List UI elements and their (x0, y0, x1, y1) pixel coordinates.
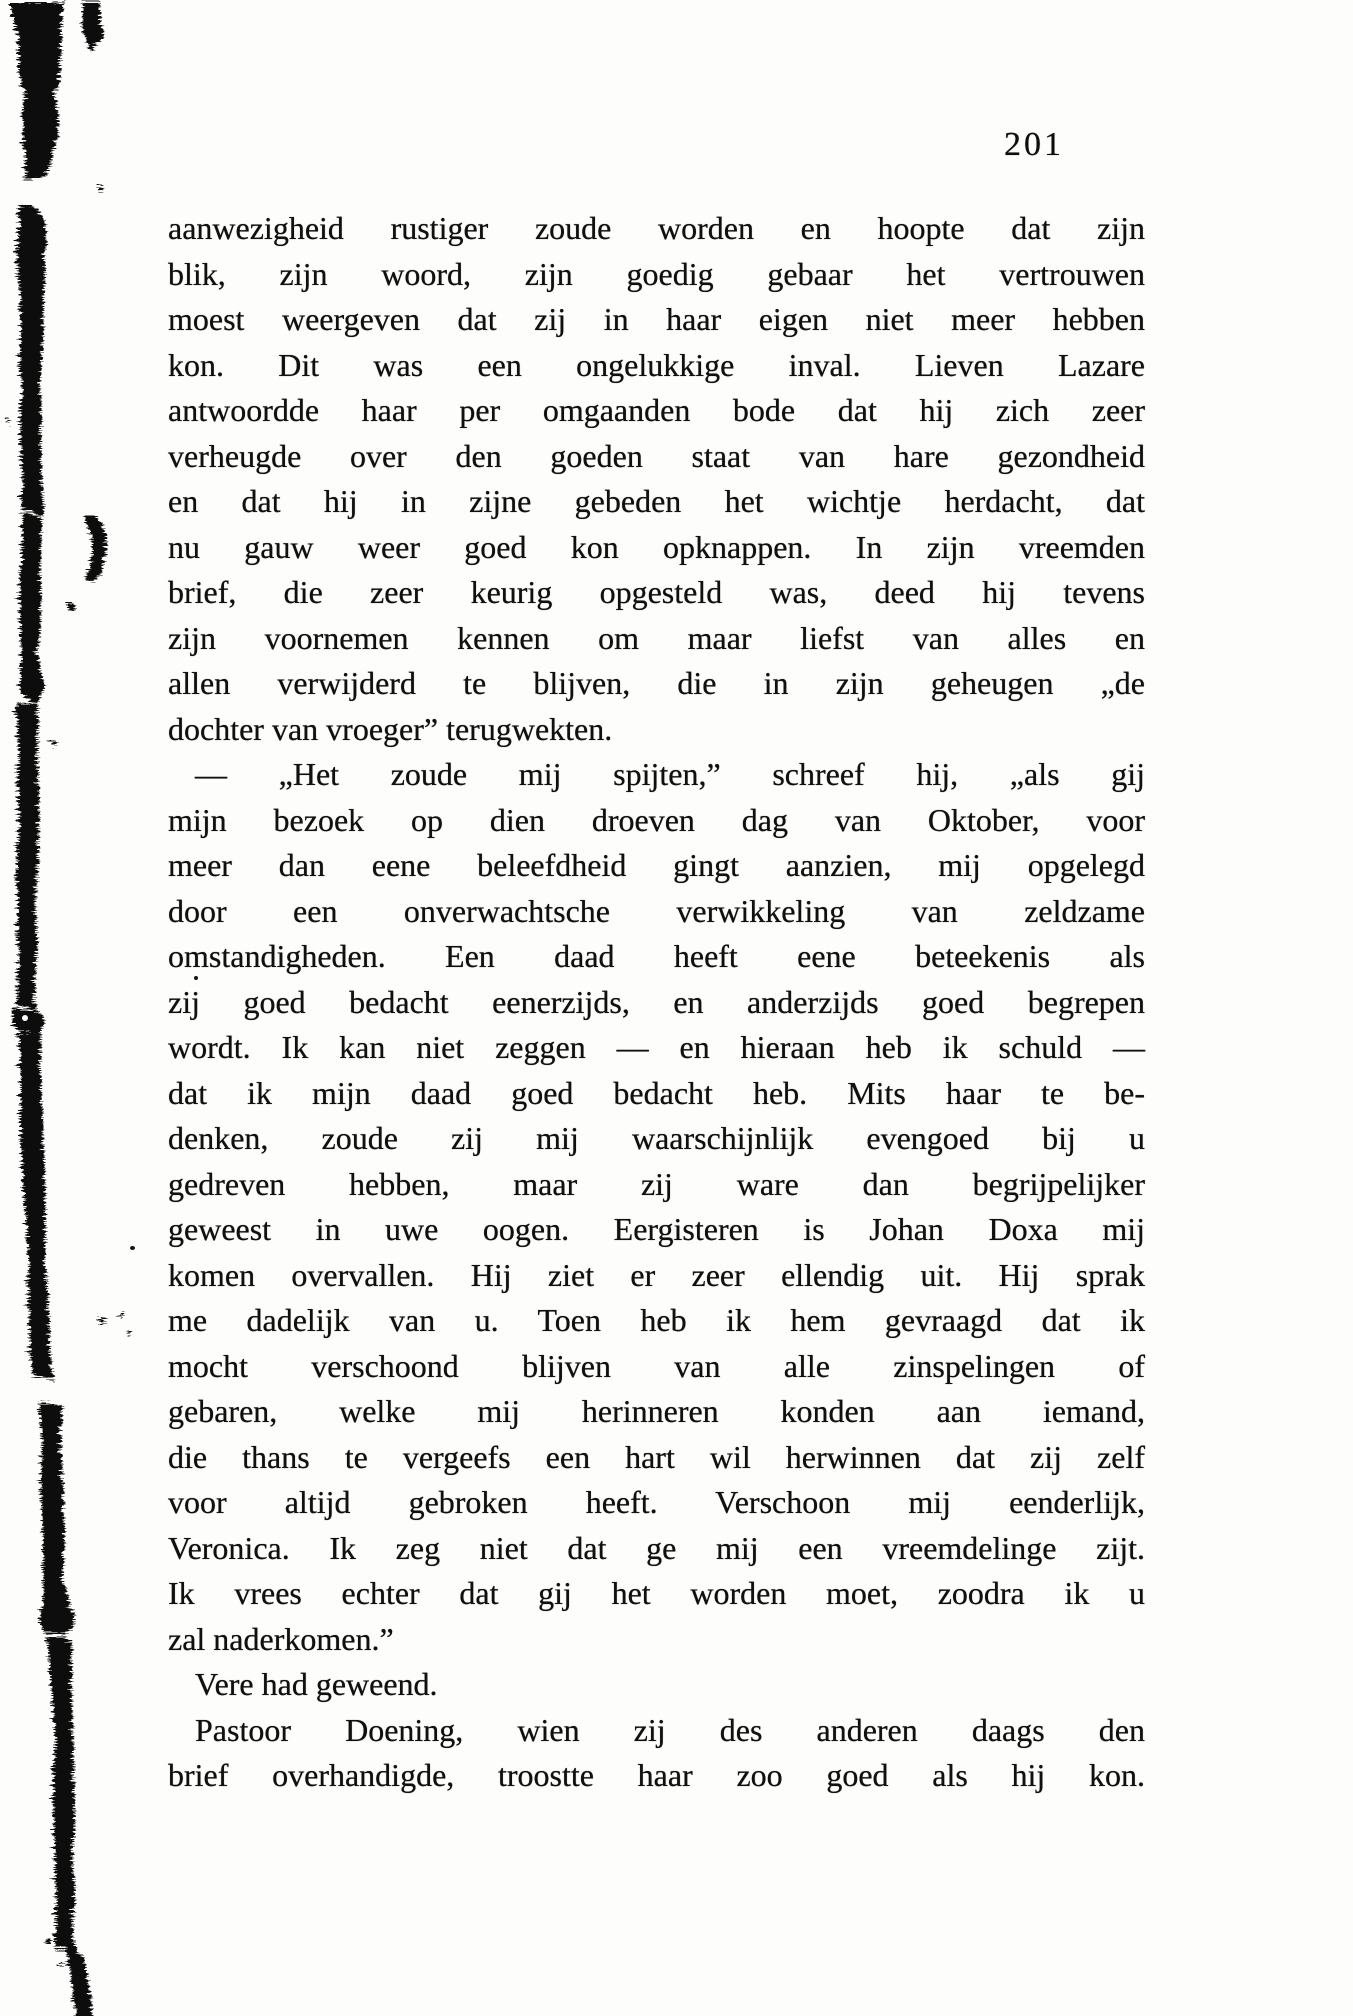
text-line: Ik vrees echter dat gij het worden moet, zoodra ik u (168, 1575, 1145, 1611)
text-line: gebaren, welke mij herinneren konden aan iemand, (168, 1393, 1145, 1429)
text-line: dochter van vroeger” terugwekten. (168, 710, 613, 747)
text-line: kon. Dit was een ongelukkige inval. Lieven Lazare (168, 346, 1145, 383)
text-line: blik, zijn woord, zijn goedig gebaar het vertrouwen (168, 255, 1145, 292)
text-line: wordt. Ik kan niet zeggen — en hieraan heb ik schuld — (168, 1029, 1145, 1065)
text-line: mocht verschoond blijven van alle zinspelingen of (168, 1347, 1145, 1384)
text-line: zij goed bedacht eenerzijds, en anderzijds goed begrepen (168, 983, 1145, 1020)
text-line: allen verwijderd te blijven, die in zijn geheugen „de (168, 665, 1145, 701)
text-line: en dat hij in zijne gebeden het wichtje herdacht, dat (168, 483, 1145, 519)
text-line: moest weergeven dat zij in haar eigen niet meer hebben (168, 301, 1145, 337)
text-line: antwoordde haar per omgaanden bode dat hij zich zeer (168, 392, 1145, 428)
text-line: meer dan eene beleefdheid gingt aanzien, mij opgelegd (168, 847, 1145, 883)
body-text (168, 206, 1145, 1799)
text-line: door een onverwachtsche verwikkeling van zeldzame (168, 892, 1145, 929)
text-line: Veronica. Ik zeg niet dat ge mij een vreemdelinge zijt. (168, 1529, 1145, 1566)
text-line: zijn voornemen kennen om maar liefst van alles en (168, 619, 1145, 656)
text-line: gedreven hebben, maar zij ware dan begrijpelijker (168, 1165, 1145, 1202)
text-line: Pastoor Doening, wien zij des anderen daags den (195, 1711, 1145, 1748)
text-line: mijn bezoek op dien droeven dag van Oktober, voor (168, 801, 1145, 838)
text-line: denken, zoude zij mij waarschijnlijk evengoed bij u (168, 1120, 1145, 1156)
text-line: omstandigheden. Een daad heeft eene beteekenis als (168, 938, 1145, 974)
text-line: zal naderkomen.” (168, 1620, 394, 1657)
text-line: die thans te vergeefs een hart wil herwinnen dat zij zelf (168, 1438, 1145, 1475)
text-line: brief overhandigde, troostte haar zoo goed als hij kon. (168, 1757, 1145, 1793)
text-line: aanwezigheid rustiger zoude worden en hoopte dat zijn (168, 210, 1145, 246)
ink-speck (130, 1246, 135, 1250)
text-line: komen overvallen. Hij ziet er zeer ellendig uit. Hij sprak (168, 1256, 1145, 1293)
text-line: voor altijd gebroken heeft. Verschoon mij eenderlijk, (168, 1484, 1145, 1520)
text-line: brief, die zeer keurig opgesteld was, deed hij tevens (168, 574, 1145, 610)
page-number: 201 (1004, 126, 1064, 163)
text-line: — „Het zoude mij spijten,” schreef hij, „als gij (195, 756, 1145, 792)
text-line: me dadelijk van u. Toen heb ik hem gevraagd dat ik (168, 1302, 1145, 1338)
text-line: verheugde over den goeden staat van hare gezondheid (168, 437, 1145, 474)
text-line: dat ik mijn daad goed bedacht heb. Mits haar te be- (168, 1074, 1145, 1111)
binding-shadow-artifact (0, 0, 170, 2016)
text-line: Vere had geweend. (195, 1666, 438, 1702)
text-line: geweest in uwe oogen. Eergisteren is Johan Doxa mij (168, 1211, 1145, 1247)
text-line: nu gauw weer goed kon opknappen. In zijn vreemden (168, 528, 1145, 565)
